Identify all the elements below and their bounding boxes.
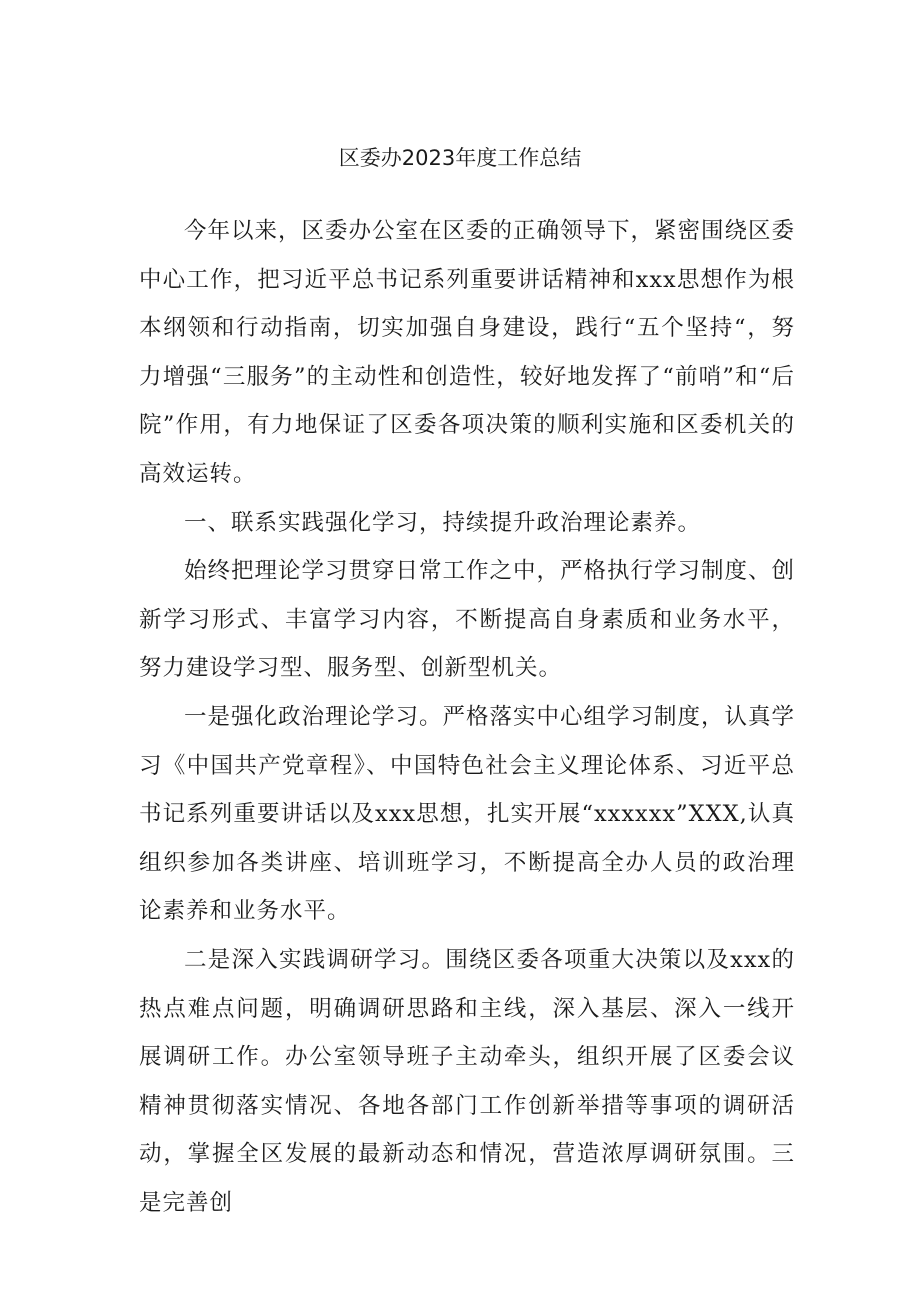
document-title: 区委办2023年度工作总结 [338,146,582,170]
paragraph-section-1-summary: 始终把理论学习贯穿日常工作之中，严格执行学习制度、创新学习形式、丰富学习内容，不断提高自身素质和业务水平，努力建设学习型、服务型、创新型机关。 [139,558,796,682]
paragraph-intro: 今年以来，区委办公室在区委的正确领导下，紧密围绕区委中心工作，把习近平总书记系列重要讲话精神和xxx思想作为根本纲领和行动指南，切实加强自身建设，践行“五个坚持“，努力增强“三服务”的主动性和创造性，较好地发挥了“前哨”和“后院”作用，有力地保证了区委各项决策的顺利实施和区委机关的高效运转。 [139,218,796,487]
document-body [139,207,795,1227]
section-heading-1: 一、联系实践强化学习，持续提升政治理论素养。 [184,509,702,536]
paragraph-political-theory-study: 一是强化政治理论学习。严格落实中心组学习制度，认真学习《中国共产党章程》、中国特色社会主义理论体系、习近平总书记系列重要讲话以及xxx思想，扎实开展“xxxxxx”XXX,认真组织参加各类讲座、培训班学习，不断提高全办人员的政治理论素养和业务水平。 [139,703,796,925]
paragraph-practice-research: 二是深入实践调研学习。围绕区委各项重大决策以及xxx的热点难点问题，明确调研思路和主线，深入基层、深入一线开展调研工作。办公室领导班子主动牵头，组织开展了区委会议精神贯彻落实情况、各地各部门工作创新举措等事项的调研活动，掌握全区发展的最新动态和情况，营造浓厚调研氛围。三是完善创 [139,946,795,1216]
